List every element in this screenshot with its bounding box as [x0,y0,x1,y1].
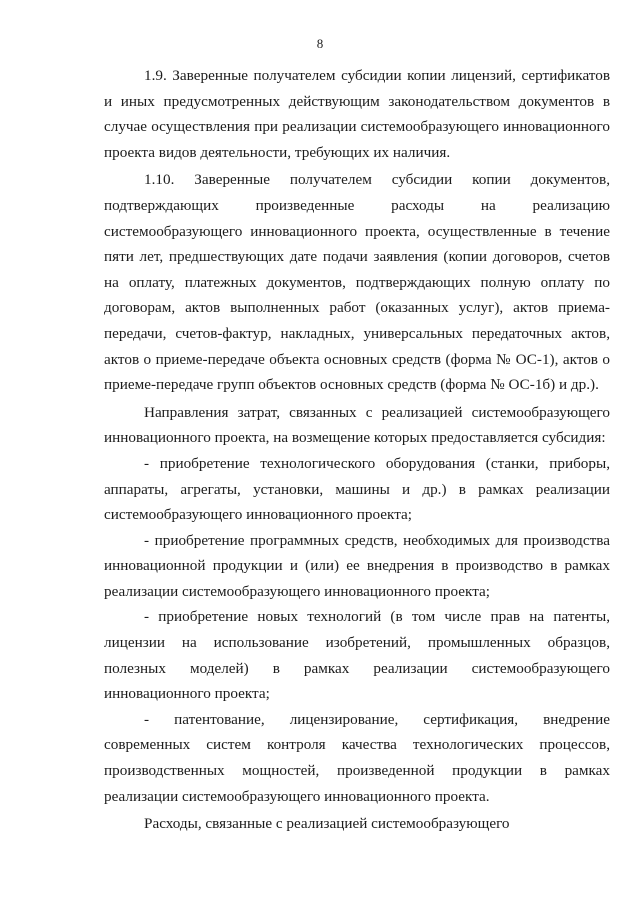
paragraph-1-9: 1.9. Заверенные получателем субсидии копии лицензий, сертификатов и иных предусмотренных действующим законодательством документов в случае осуществления при реализации системообразующего инновационного проекта видов деятельности, требующих их наличия. [104,67,610,161]
list-item-patenting: - патентование, лицензирование, сертификация, внедрение современных систем контроля качества технологических процессов, производственных мощностей, произведенной продукции в рамках реализации системообразующего инновационного проекта. [104,710,610,805]
paragraph-1-10: 1.10. Заверенные получателем субсидии копии документов, подтверждающих произведенные расходы на реализацию системообразующего инновационного проекта, осуществленные в течение пяти лет, предшествующих дате подачи заявления (копии договоров, счетов на оплату, платежных документов, подтверждающих полную оплату по договорам, актов выполненных работ (оказанных услуг), актов приема-передачи, счетов-фактур, накладных, универсальных передаточных актов, актов о приеме-передаче объекта основных средств (форма № ОС-1), актов о приеме-передаче групп объектов основных средств (форма № ОС-1б) и др.). [104,171,610,394]
list-item-technologies: - приобретение новых технологий (в том числе прав на патенты, лицензии на использование изобретений, промышленных образцов, полезных моделей) в рамках реализации системообразующего инновационного проекта; [104,608,610,703]
page-number: 8 [316,36,324,51]
list-item-equipment: - приобретение технологического оборудования (станки, приборы, аппараты, агрегаты, установки, машины и др.) в рамках реализации системообразующего инновационного проекта; [104,454,610,524]
document-body [104,63,610,837]
paragraph-cost-directions: Направления затрат, связанных с реализацией системообразующего инновационного проекта, на возмещение которых предоставляется субсидия: [104,403,610,447]
list-item-software: - приобретение программных средств, необходимых для производства инновационной продукции и (или) ее внедрения в производство в рамках реализации системообразующего инновационного проекта; [104,531,610,600]
paragraph-expenses: Расходы, связанные с реализацией системообразующего [144,815,510,833]
